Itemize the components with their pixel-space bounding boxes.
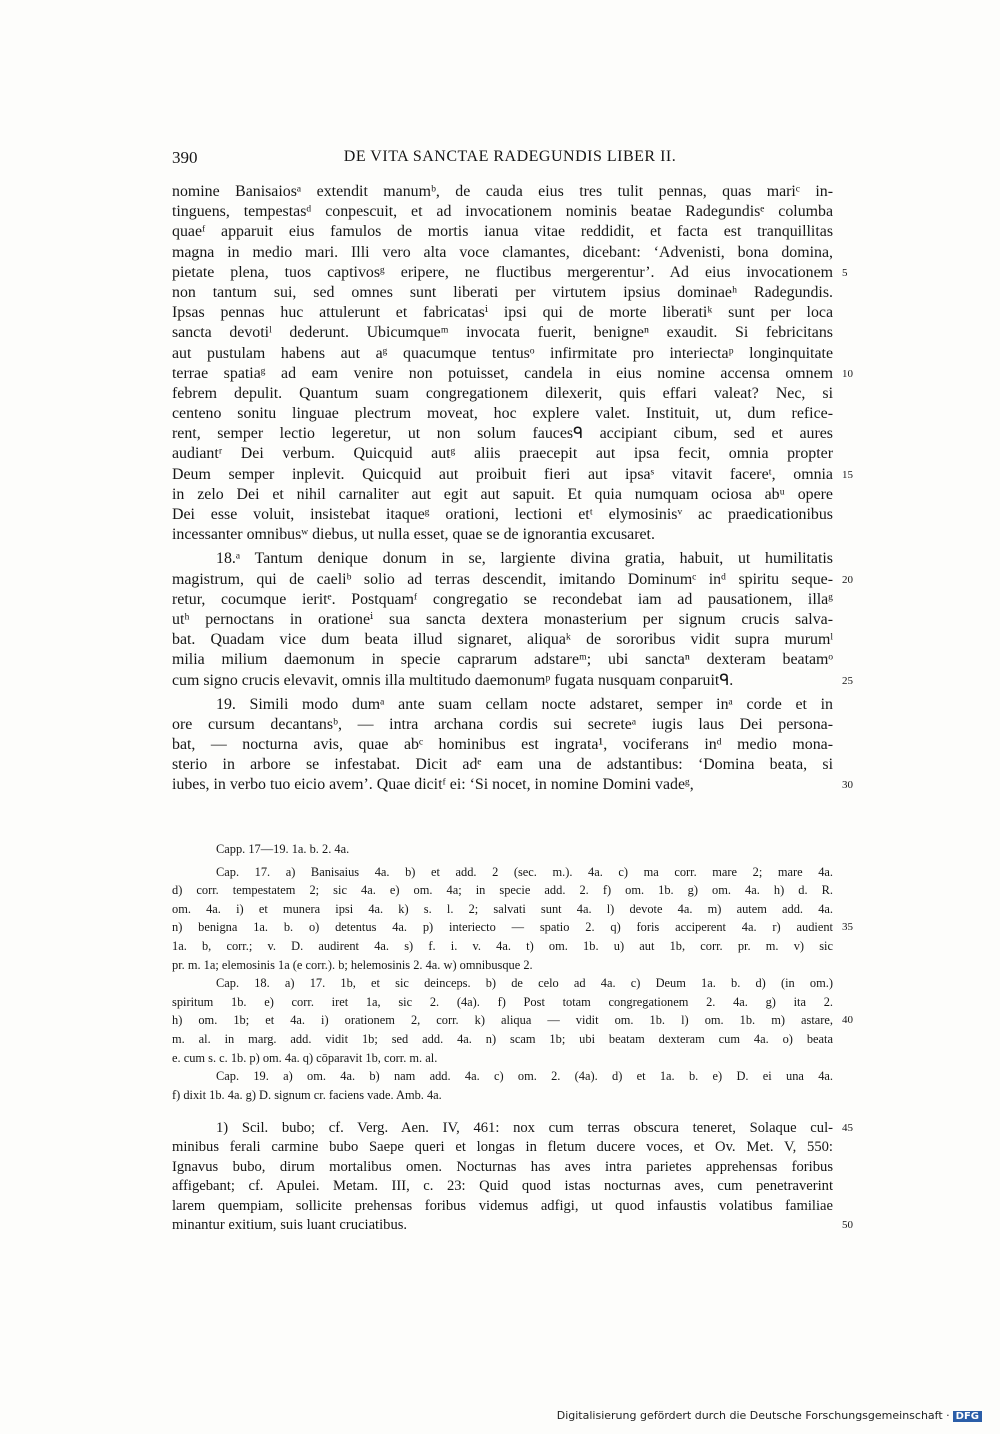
line-text: incessanter omnibusʷ diebus, ut nulla esset, quae se de ignorantia excusaret. xyxy=(172,526,655,544)
app-line xyxy=(172,1049,833,1068)
note-line-text: larem quempiam, sollicite prehensas foribus videmus adfigi, ut quod infaustis volatibus familiae xyxy=(172,1197,833,1214)
app-line xyxy=(172,956,833,975)
app-line-text: h) om. 1b; et 4a. i) orationem 2, corr. k) aliqua — vidit om. 1b. l) om. 1b. m) astare, xyxy=(172,1013,833,1028)
line-text: Ipsas pennas huc attulerunt et fabricatasⁱ ipsi qui de morte liberatiᵏ sunt per loca xyxy=(172,304,833,322)
line xyxy=(172,344,833,364)
line-text: rent, semper lectio legeretur, ut non solum faucesᑫ accipiant cibum, sed et aures xyxy=(172,425,833,443)
line xyxy=(172,465,853,485)
line xyxy=(172,570,853,590)
critical-apparatus xyxy=(172,840,853,1104)
line-text: magistrum, qui de caeliᵇ solio ad terras descendit, imitando Dominumᶜ inᵈ spiritu seque- xyxy=(172,570,833,588)
line-text: centeno sonitu linguae plectrum moveat, hoc explere valet. Instituit, ut, dum refice- xyxy=(172,405,833,423)
app-line-text: f) dixit 1b. 4a. g) D. signum cr. faciens vade. Amb. 4a. xyxy=(172,1087,442,1102)
app-line-text: Capp. 17—19. 1a. b. 2. 4a. xyxy=(216,842,350,856)
page-number: 390 xyxy=(172,148,198,167)
app-line-text: d) corr. tempestatem 2; sic 4a. e) om. 4a; in specie add. 2. f) om. 1b. g) om. 4a. h) d. R. xyxy=(172,883,833,898)
main-text xyxy=(172,182,853,796)
line xyxy=(172,404,833,424)
app-line xyxy=(172,1086,833,1105)
line xyxy=(172,505,833,525)
line xyxy=(172,775,853,795)
app-line-text: Cap. 17. a) Banisaius 4a. b) et add. 2 (sec. m.). 4a. c) ma corr. mare 2; mare 4a. xyxy=(216,864,833,879)
app-line-text: n) benigna 1a. b. o) detentus 4a. p) interiecto — spatio 2. q) foris acciperent 4a. r) audient xyxy=(172,920,833,935)
app-line xyxy=(172,1067,833,1086)
app-line-text: om. 4a. i) et munera ipsi 4a. k) s. l. 2; salvati sunt 4a. l) devote 4a. m) autem add. 4a. xyxy=(172,901,833,916)
line xyxy=(172,384,833,404)
line-text: Deum semper inplevit. Quicquid aut proibuit fieri aut ipsaˢ vitavit facereᵗ, omnia xyxy=(172,465,833,483)
line-text: aut pustulam habens aut aᵍ quacumque tentusᵒ infirmitate pro interiectaᵖ longinquitate xyxy=(172,344,833,362)
line-number: 15 xyxy=(842,468,853,481)
note-line-text: Ignavus bubo, dirum mortalibus omen. Nocturnas has aves intra parietes apprehensas foribus xyxy=(172,1158,833,1175)
app-line-text: spiritum 1b. e) corr. iret 1a, sic 2. (4a). f) Post totam congregationem 2. 4a. g) ita 2. xyxy=(172,994,833,1009)
line-text: bat. Quadam vice dum beata illud signaret, aliquaᵏ de sororibus vidit supra murumˡ xyxy=(172,631,833,649)
note-line xyxy=(172,1158,833,1177)
line xyxy=(172,202,833,222)
line-text: non tantum sui, sed omnes sunt liberati per virtutem ipsius dominaeʰ Radegundis. xyxy=(172,283,833,301)
line-number: 5 xyxy=(842,266,848,279)
line-text: retur, cocumque ieritᵉ. Postquamᶠ congregatio se recondebat iam ad pausationem, illaᵍ xyxy=(172,590,833,608)
line xyxy=(172,485,833,505)
footnotes xyxy=(172,1119,853,1235)
line-number: 30 xyxy=(842,779,853,792)
line xyxy=(172,650,833,670)
line-text: tinguens, tempestasᵈ conpescuit, et ad invocationem nominis beatae Radegundisᵉ columba xyxy=(172,203,833,221)
app-line xyxy=(172,918,853,937)
line xyxy=(172,590,833,610)
running-title: DE VITA SANCTAE RADEGUNDIS LIBER II. xyxy=(343,148,677,165)
line-number: 45 xyxy=(842,1122,853,1134)
app-line xyxy=(172,863,833,882)
line-text: in zelo Dei et nihil carnaliter aut egit aut sapuit. Et quia numquam ociosa abᵘ opere xyxy=(172,485,833,503)
line-number: 25 xyxy=(842,674,853,687)
app-line-text: Cap. 18. a) 17. 1b, et sic deinceps. b) de celo ad 4a. c) Deum 1a. b. d) (in om.) xyxy=(216,976,833,991)
line xyxy=(172,735,833,755)
line-number: 10 xyxy=(842,367,853,380)
note-line-text: affigebant; cf. Apulei. Metam. III, c. 23: Quid quod istas nocturnas aves, cum penetraverint xyxy=(172,1178,833,1195)
line-text: utʰ pernoctans in orationeⁱ sua sancta dextera monasterium per signum crucis salva- xyxy=(172,610,833,628)
line xyxy=(172,303,833,323)
line xyxy=(172,525,833,545)
line xyxy=(172,364,853,384)
app-line xyxy=(172,974,833,993)
footer-credit xyxy=(557,1409,982,1422)
line-text: bat, — nocturna avis, quae abᶜ hominibus est ingrata¹, vociferans inᵈ medio mona- xyxy=(172,736,833,754)
note-line-text: minibus ferali carmine bubo Saepe queri et longas in fletum ducere voces, et Ov. Met. V, 550: xyxy=(172,1139,833,1156)
footer-credit-text: Digitalisierung gefördert durch die Deutsche Forschungsgemeinschaft · xyxy=(556,1409,950,1422)
line-text: cum signo crucis elevavit, omnis illa multitudo daemonumᵖ fugata nusquam conparuitᑫ. xyxy=(172,671,734,689)
line-text: Dei esse voluit, insistebat itaqueᵍ orationi, lectioni etᵗ elymosinisᵛ ac praedicationibus xyxy=(172,506,833,523)
line xyxy=(172,715,833,735)
note-line xyxy=(172,1197,833,1216)
note-line-text: 1) Scil. bubo; cf. Verg. Aen. IV, 461: nox cum terras obscura teneret, Solaque cul- xyxy=(216,1120,833,1136)
line-number: 20 xyxy=(842,573,853,586)
line xyxy=(172,630,833,650)
line-number: 35 xyxy=(842,921,853,934)
line-number: 40 xyxy=(842,1014,853,1027)
line-text: magna in medio mari. Illi vero alta voce clamantes, dicebant: ‘Advenisti, bona domina, xyxy=(172,243,833,261)
line-text: febrem depulit. Quantum suam congregationem dilexerit, quis effari valeat? Nec, si xyxy=(172,384,833,402)
app-line xyxy=(172,900,833,919)
line-text: 18.ᵃ Tantum denique donum in se, largiente divina gratia, habuit, ut humilitatis xyxy=(216,550,833,568)
line-text: milia milium daemonum in specie caprarum adstareᵐ; ubi sanctaⁿ dexteram beatamᵒ xyxy=(172,651,833,669)
app-line-text: pr. m. 1a; elemosinis 1a (e corr.). b; helemosinis 2. 4a. w) omnibusque 2. xyxy=(172,957,533,972)
app-line xyxy=(172,937,833,956)
note-line xyxy=(172,1216,853,1235)
line xyxy=(172,222,833,242)
line-text: sterio in arbore se infestabat. Dicit adᵉ eam una de adstantibus: ‘Domina beata, si xyxy=(172,756,833,774)
line xyxy=(172,549,833,569)
line xyxy=(172,444,833,464)
line xyxy=(172,424,833,444)
line xyxy=(172,263,848,283)
line xyxy=(172,755,833,775)
app-line-text: e. cum s. c. 1b. p) om. 4a. q) cōparavit 1b, corr. m. al. xyxy=(172,1050,438,1065)
line-text: terrae spatiaᵍ ad eam venire non potuisset, candela in eius nomine accensa omnem xyxy=(172,364,833,382)
app-line xyxy=(172,1030,833,1049)
app-line xyxy=(172,881,833,900)
app-line-text: m. al. in marg. add. vidit 1b; sed add. 4a. n) scam 1b; ubi beatam dexteram cum 4a. o) beata xyxy=(172,1031,833,1046)
app-line xyxy=(172,993,833,1012)
app-line xyxy=(172,840,833,859)
line xyxy=(172,671,853,691)
line-text: 19. Simili modo dumᵃ ante suam cellam nocte adstaret, semper inᵃ corde et in xyxy=(216,695,833,713)
line xyxy=(172,182,833,202)
line-text: nomine Banisaiosᵃ extendit manumᵇ, de cauda eius tres tulit pennas, quas mariᶜ in- xyxy=(172,183,833,200)
app-line-text: 1a. b, corr.; v. D. audirent 4a. s) f. i. v. 4a. t) om. 1b. u) aut 1b, corr. pr. m. v) sic xyxy=(172,938,833,953)
app-line-text: Cap. 19. a) om. 4a. b) nam add. 4a. c) om. 2. (4a). d) et 1a. b. e) D. ei una 4a. xyxy=(216,1069,833,1084)
line-text: ore cursum decantansᵇ, — intra archana cordis sui secreteᵃ iugis laus Dei persona- xyxy=(172,715,833,733)
note-line xyxy=(172,1138,833,1157)
app-line xyxy=(172,1011,853,1030)
line-text: pietate plena, tuos captivosᵍ eripere, ne fluctibus mergerentur’. Ad eius invocationem xyxy=(172,263,833,281)
line xyxy=(172,323,833,343)
line-text: audiantʳ Dei verbum. Quicquid autᵍ aliis praecepit aut ipsa fecit, omnia propter xyxy=(172,445,833,463)
note-line-text: minantur exitium, suis luant cruciatibus. xyxy=(172,1216,408,1233)
line-number: 50 xyxy=(842,1218,853,1231)
line-text: quaeᶠ apparuit eius famulos de mortis ianua vitae reddidit, et facta est tranquillitas xyxy=(172,223,833,241)
line-text: iubes, in verbo tuo eicio avem’. Quae dicitᶠ ei: ‘Si nocet, in nomine Domini vadeᵍ, xyxy=(172,776,694,794)
line-text: sancta devotiˡ dederunt. Ubicumqueᵐ invocata fuerit, benigneⁿ exaudit. Si febricitans xyxy=(172,324,833,342)
line xyxy=(172,695,833,715)
line xyxy=(172,610,833,630)
note-line xyxy=(172,1119,853,1138)
line xyxy=(172,283,833,303)
note-line xyxy=(172,1177,833,1196)
dfg-logo: DFG xyxy=(953,1411,982,1422)
line xyxy=(172,243,833,263)
